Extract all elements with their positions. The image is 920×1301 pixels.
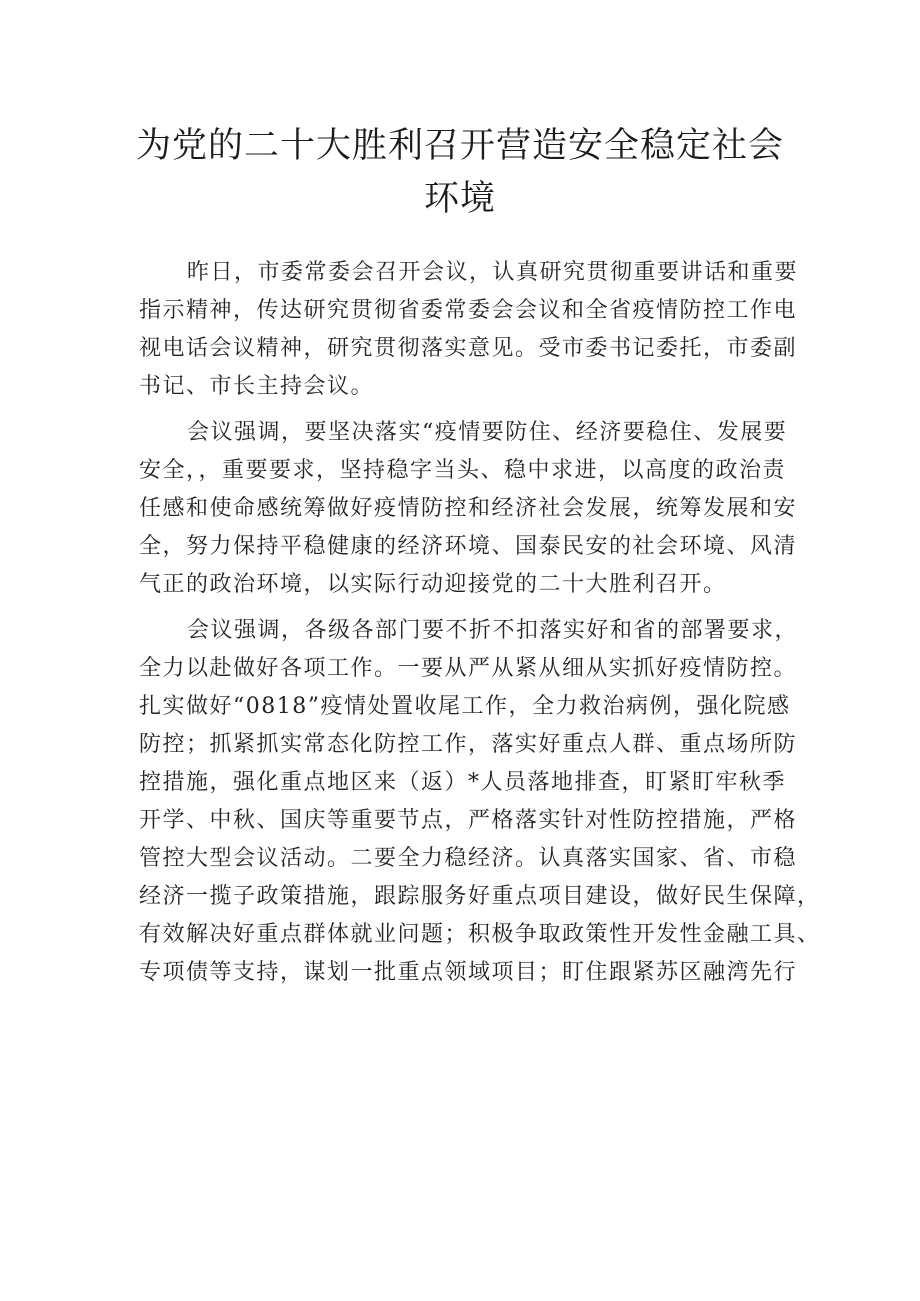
title-line: 为党的二十大胜利召开营造安全稳定社会 (135, 126, 784, 166)
text-line: 指示精神，传达研究贯彻省委常委会会议和全省疫情防控工作电 (139, 298, 798, 323)
paragraph-2 (139, 414, 804, 604)
text-line: 开学、中秋、国庆等重要节点，严格落实针对性防控措施，严格 (139, 808, 798, 833)
text-line: 全，努力保持平稳健康的经济环境、国泰民安的社会环境、风清 (139, 534, 798, 559)
text-line: 书记、市长主持会议。 (139, 374, 375, 399)
document-body (139, 254, 821, 1000)
text-line: 管控大型会议活动。二要全力稳经济。认真落实国家、省、市稳 (139, 846, 798, 871)
text-line: 任感和使命感统筹做好疫情防控和经济社会发展，统筹发展和安 (139, 496, 798, 521)
text-line: 控措施，强化重点地区来（返）*人员落地排查，盯紧盯牢秋季 (139, 770, 787, 795)
text-line: 经济一揽子政策措施，跟踪服务好重点项目建设，做好民生保障， (139, 884, 821, 909)
paragraph-1 (139, 254, 804, 406)
text-line: 全力以赴做好各项工作。一要从严从紧从细从实抓好疫情防控。 (139, 656, 798, 681)
title-line: 环境 (423, 179, 496, 219)
text-line: 会议强调，要坚决落实“疫情要防住、经济要稳住、发展要 (187, 420, 788, 445)
text-line: 扎实做好“0818”疫情处置收尾工作，全力救治病例，强化院感 (139, 694, 791, 719)
text-line: 安全，，重要要求，坚持稳字当头、稳中求进，以高度的政治责 (139, 458, 787, 483)
document-title (120, 120, 800, 226)
paragraph-3 (139, 612, 821, 992)
text-line: 防控；抓紧抓实常态化防控工作，落实好重点人群、重点场所防 (139, 732, 798, 757)
text-line: 昨日，市委常委会召开会议，认真研究贯彻重要讲话和重要 (187, 260, 799, 285)
text-line: 气正的政治环境，以实际行动迎接党的二十大胜利召开。 (139, 572, 727, 597)
text-line: 视电话会议精神，研究贯彻落实意见。受市委书记委托，市委副 (139, 336, 798, 361)
text-line: 有效解决好重点群体就业问题；积极争取政策性开发性金融工具、 (139, 922, 821, 947)
text-line: 专项债等支持，谋划一批重点领域项目；盯住跟紧苏区融湾先行 (139, 960, 798, 985)
text-line: 会议强调，各级各部门要不折不扣落实好和省的部署要求， (187, 618, 799, 643)
